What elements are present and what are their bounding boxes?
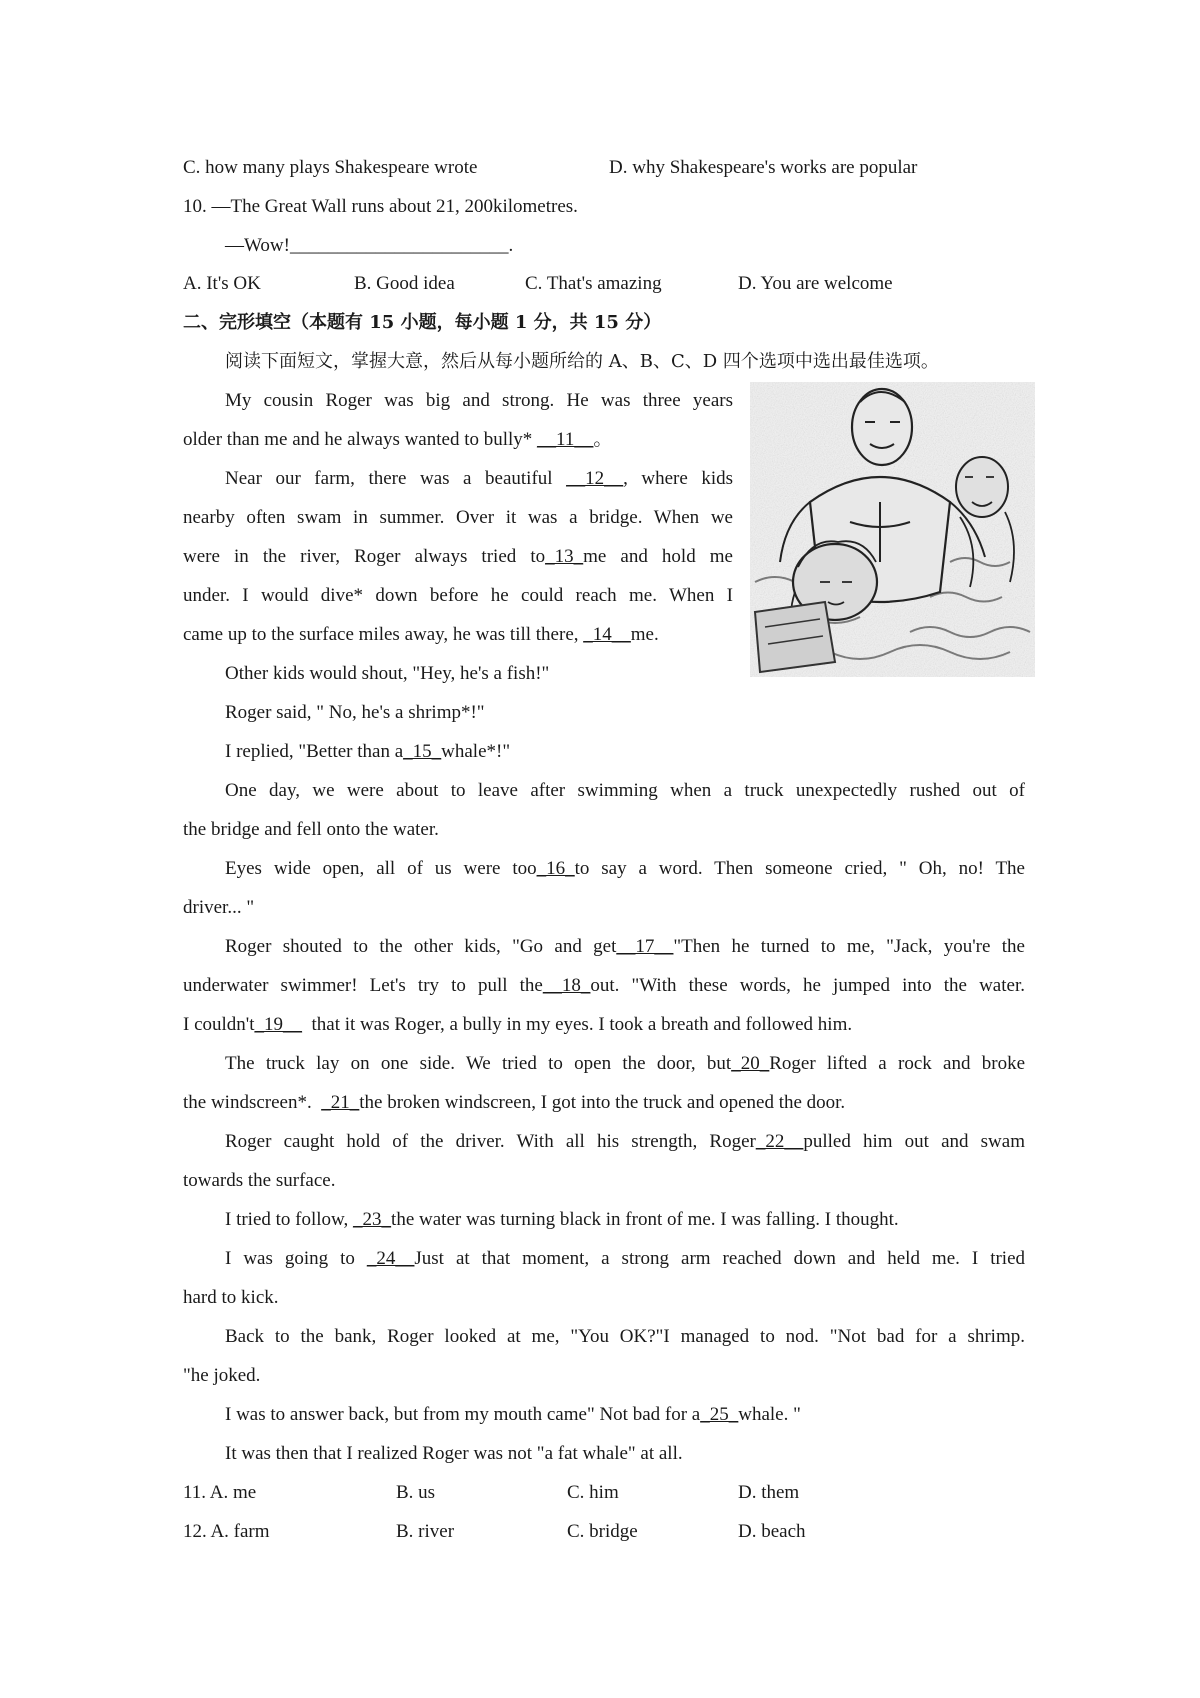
q10-option-c: C. That's amazing xyxy=(525,273,662,294)
q10-option-b: B. Good idea xyxy=(354,273,455,294)
passage-line xyxy=(225,935,1025,959)
passage-line: towards the surface. xyxy=(183,1170,336,1191)
passage-text: I replied, "Better than a xyxy=(225,741,404,762)
blank-22: _22__ xyxy=(755,1131,804,1152)
passage-line xyxy=(183,428,612,452)
passage-line xyxy=(225,1052,1025,1076)
passage-text: the water was turning black in front of me. I was falling. I thought. xyxy=(391,1209,899,1230)
passage-text: were in the river, Roger always tried to xyxy=(183,546,546,567)
section-instruction: 阅读下面短文，掌握大意，然后从每小题所给的 A、B、C、D 四个选项中选出最佳选项。 xyxy=(225,351,939,372)
q10-option-a: A. It's OK xyxy=(183,273,261,294)
q11-option-c: C. him xyxy=(567,1482,619,1503)
passage-line: One day, we were about to leave after swimming when a truck unexpectedly rushed out of xyxy=(225,780,1025,801)
q11-option-d: D. them xyxy=(738,1482,800,1503)
blank-17: __17__ xyxy=(616,936,674,957)
passage-text: out. "With these words, he jumped into the water. xyxy=(590,975,1025,996)
passage-text: whale*!" xyxy=(441,741,511,762)
passage-text: Near our farm, there was a beautiful xyxy=(225,468,567,489)
passage-text: The truck lay on one side. We tried to open the door, but xyxy=(225,1053,732,1074)
passage-line xyxy=(225,467,733,491)
passage-line xyxy=(183,623,659,647)
passage-line: My cousin Roger was big and strong. He was three years xyxy=(225,390,733,411)
passage-text: to say a word. Then someone cried, " Oh, no! The xyxy=(574,858,1025,879)
q12-option-b: B. river xyxy=(396,1521,455,1542)
passage-line xyxy=(225,857,1025,881)
passage-line xyxy=(225,1130,1025,1154)
passage-text: 。 xyxy=(593,429,613,450)
passage-text: me and hold me xyxy=(583,546,733,567)
passage-line xyxy=(225,1403,801,1427)
passage-text: I was going to xyxy=(225,1248,367,1269)
blank-16: _16_ xyxy=(536,858,575,879)
passage-text: I tried to follow, xyxy=(225,1209,354,1230)
blank-12: __12__ xyxy=(566,468,624,489)
blank-25: _25_ xyxy=(700,1404,739,1425)
q11-option-b: B. us xyxy=(396,1482,436,1503)
passage-line xyxy=(183,1091,845,1115)
passage-text: pulled him out and swam xyxy=(803,1131,1025,1152)
passage-text: underwater swimmer! Let's try to pull the xyxy=(183,975,543,996)
passage-text: Just at that moment, a strong arm reached down and held me. I tried xyxy=(414,1248,1025,1269)
q12-option-d: D. beach xyxy=(738,1521,806,1542)
q10-reply: —Wow!_______________________. xyxy=(225,235,514,256)
blank-21: _21_ xyxy=(321,1092,360,1113)
passage-text: Roger caught hold of the driver. With all his strength, Roger xyxy=(225,1131,756,1152)
q12-option-a: 12. A. farm xyxy=(183,1521,270,1542)
passage-line: the bridge and fell onto the water. xyxy=(183,819,439,840)
passage-line: "he joked. xyxy=(183,1365,261,1386)
passage-text: older than me and he always wanted to bully* xyxy=(183,429,538,450)
section-heading: 二、完形填空（本题有 15 小题，每小题 1 分，共 15 分） xyxy=(183,312,662,333)
blank-23: _23_ xyxy=(353,1209,392,1230)
passage-text: came up to the surface miles away, he was till there, xyxy=(183,624,584,645)
passage-text: , where kids xyxy=(623,468,733,489)
passage-text: I couldn't xyxy=(183,1014,255,1035)
blank-24: _24__ xyxy=(366,1248,415,1269)
passage-line: under. I would dive* down before he could reach me. When I xyxy=(183,585,733,606)
blank-20: _20_ xyxy=(731,1053,770,1074)
passage-text: "Then he turned to me, "Jack, you're the xyxy=(673,936,1025,957)
passage-line: nearby often swam in summer. Over it was a bridge. When we xyxy=(183,507,733,528)
q9-option-c: C. how many plays Shakespeare wrote xyxy=(183,157,478,178)
passage-text: I was to answer back, but from my mouth came" Not bad for a xyxy=(225,1404,701,1425)
blank-18: __18_ xyxy=(542,975,591,996)
passage-line: It was then that I realized Roger was not "a fat whale" at all. xyxy=(225,1443,683,1464)
passage-text: Roger shouted to the other kids, "Go and get xyxy=(225,936,617,957)
passage-text: Roger lifted a rock and broke xyxy=(769,1053,1025,1074)
passage-text: the broken windscreen, I got into the truck and opened the door. xyxy=(359,1092,846,1113)
blank-13: _13_ xyxy=(545,546,584,567)
passage-text: me. xyxy=(630,624,659,645)
blank-19: _19__ xyxy=(254,1014,302,1035)
passage-text: that it was Roger, a bully in my eyes. I took a breath and followed him. xyxy=(302,1014,853,1035)
passage-line: hard to kick. xyxy=(183,1287,279,1308)
passage-line xyxy=(183,1013,852,1037)
passage-line xyxy=(225,1208,899,1232)
passage-text: the windscreen*. xyxy=(183,1092,322,1113)
q12-option-c: C. bridge xyxy=(567,1521,638,1542)
blank-14: _14__ xyxy=(583,624,631,645)
q11-option-a: 11. A. me xyxy=(183,1482,257,1503)
passage-text: Eyes wide open, all of us were too xyxy=(225,858,537,879)
q10-stem: 10. —The Great Wall runs about 21, 200kilometres. xyxy=(183,196,578,217)
passage-line: Other kids would shout, "Hey, he's a fish!" xyxy=(225,663,550,684)
blank-11: __11__ xyxy=(537,429,594,450)
passage-line: driver... " xyxy=(183,897,255,918)
q9-option-d: D. why Shakespeare's works are popular xyxy=(609,157,918,178)
passage-line: Roger said, " No, he's a shrimp*!" xyxy=(225,702,485,723)
blank-15: _15_ xyxy=(403,741,442,762)
passage-line xyxy=(225,740,510,764)
swimming-rescue-sketch-icon xyxy=(750,382,1035,677)
passage-line xyxy=(225,1247,1025,1271)
passage-line xyxy=(183,545,733,569)
passage-line: Back to the bank, Roger looked at me, "You OK?"I managed to nod. "Not bad for a shrimp. xyxy=(225,1326,1025,1347)
passage-line xyxy=(183,974,1025,998)
q10-option-d: D. You are welcome xyxy=(738,273,893,294)
passage-text: whale. " xyxy=(738,1404,801,1425)
